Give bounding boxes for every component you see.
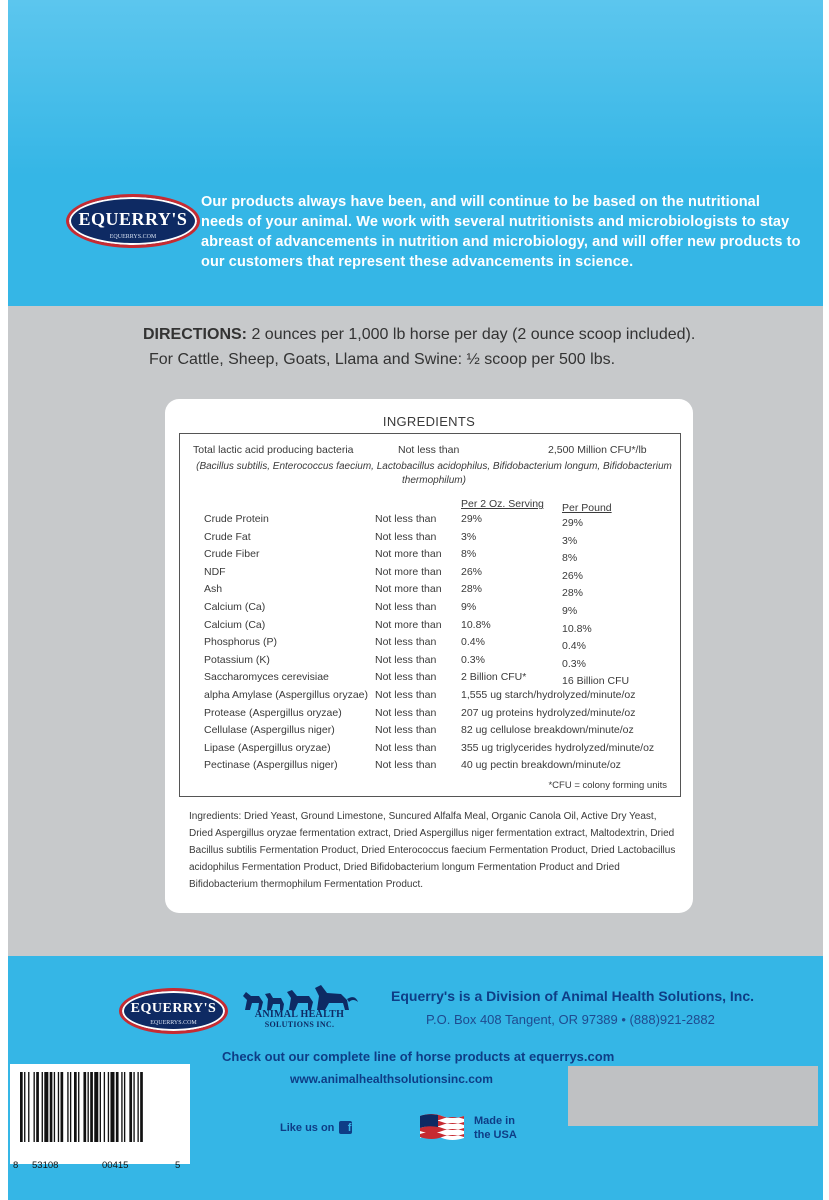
nutrient-qualifier: Not less than [375, 636, 437, 649]
directions-text-1: 2 ounces per 1,000 lb horse per day (2 ounce scoop included). [251, 326, 696, 343]
nutrient-qualifier: Not less than [375, 530, 437, 543]
barcode-bar [50, 1072, 53, 1142]
nutrient-name: Crude Fat [204, 530, 251, 543]
nutrient-per-pound: 3% [562, 534, 578, 547]
barcode-bar [20, 1072, 23, 1142]
barcode-digits-right: 00415 [102, 1160, 129, 1171]
barcode-bar [34, 1072, 35, 1142]
made-in-line-1: Made in [474, 1115, 515, 1127]
barcode-bar [129, 1072, 132, 1142]
made-in-usa [474, 1114, 517, 1142]
barcode-bar [42, 1072, 43, 1142]
bacteria-name: Total lactic acid producing bacteria [193, 444, 354, 456]
nutrient-row [165, 724, 693, 741]
nutrient-row [165, 601, 693, 618]
nutrient-row [165, 636, 693, 653]
nutrient-name: Pectinase (Aspergillus niger) [204, 759, 338, 772]
nutrient-qualifier: Not less than [375, 741, 437, 754]
nutrient-row [165, 742, 693, 759]
nutrient-row [165, 671, 693, 688]
ahs-logo-line-2: SOLUTIONS INC. [264, 1020, 335, 1029]
nutrient-name: Ash [204, 583, 223, 596]
nutrient-per-serving: 2 Billion CFU* [461, 671, 527, 684]
directions [143, 322, 813, 372]
ingredients-card [165, 399, 693, 913]
equerrys-logo-bottom-url: EQUERRYS.COM [150, 1020, 197, 1026]
barcode-bar [108, 1072, 109, 1142]
nutrient-name: Crude Fiber [204, 548, 260, 561]
barcode-bar [70, 1072, 71, 1142]
nutrient-per-serving: 40 ug pectin breakdown/minute/oz [461, 759, 621, 772]
ahs-logo-text [237, 1010, 362, 1030]
directions-line-2: For Cattle, Sheep, Goats, Llama and Swine: ½ scoop per 500 lbs. [149, 351, 616, 368]
bacteria-qualifier: Not less than [398, 444, 460, 456]
nutrient-qualifier: Not less than [375, 706, 437, 719]
barcode-bar [78, 1072, 79, 1142]
lot-code-box [568, 1066, 818, 1126]
bacteria-value: 2,500 Million CFU*/lb [548, 444, 647, 456]
nutrient-per-serving: 1,555 ug starch/hydrolyzed/minute/oz [461, 689, 636, 701]
nutrient-per-serving: 9% [461, 601, 477, 613]
barcode-bar [54, 1072, 55, 1142]
nutrient-qualifier: Not less than [375, 689, 437, 701]
nutrient-per-pound: 16 Billion CFU [562, 675, 630, 688]
barcode-bar [124, 1072, 125, 1142]
ingredients-list: Ingredients: Dried Yeast, Ground Limestone, Suncured Alfalfa Meal, Organic Canola Oil, Active Dry Yeast, Dried Aspergillus oryzae fermentation extract, Dried Aspergillus niger fermentation extract, Maltodextrin, Dried Bacillus subtilis Fermentation Product, Dried Enterococcus faecium Fermentation Product, Dried Lactobacillus acidophilus Fermentation Product, Dried Bifidobacterium longum Fermentation Product and Dried Bifidobacterium thermophilum Fermentation Product. [189, 811, 676, 890]
animal-health-solutions-logo [237, 982, 362, 1032]
nutrient-qualifier: Not less than [375, 759, 437, 772]
made-in-line-2: the USA [474, 1129, 517, 1141]
nutrient-row [165, 619, 693, 636]
barcode-bar [88, 1072, 89, 1142]
barcode-bar [121, 1072, 122, 1142]
nutrient-per-serving: 0.4% [461, 636, 485, 649]
barcode-bar [133, 1072, 134, 1142]
nutrient-per-pound: 28% [562, 587, 584, 600]
nutrient-name: Calcium (Ca) [204, 618, 266, 631]
nutrient-row [165, 689, 693, 706]
nutrient-per-pound: 8% [562, 552, 578, 565]
barcode-bar [28, 1072, 29, 1142]
facebook-link[interactable] [280, 1121, 352, 1134]
nutrient-name: Lipase (Aspergillus oryzae) [204, 741, 331, 754]
nutrient-row [165, 759, 693, 776]
equerrys-logo-url: EQUERRYS.COM [109, 234, 157, 240]
nutrient-per-pound: 10.8% [562, 622, 592, 635]
column-header-pound: Per Pound [562, 502, 612, 514]
barcode-digits-left: 53108 [32, 1160, 59, 1171]
cfu-footnote: *CFU = colony forming units [548, 780, 667, 791]
barcode-bar [67, 1072, 68, 1142]
nutrient-name: Saccharomyces cerevisiae [204, 671, 329, 684]
nutrient-per-serving: 3% [461, 530, 477, 543]
nutrient-per-serving: 28% [461, 583, 483, 596]
nutrient-row [165, 583, 693, 600]
nutrient-qualifier: Not less than [375, 513, 437, 525]
company-address: P.O. Box 408 Tangent, OR 97389 • (888)921-2882 [426, 1012, 715, 1027]
nutrient-name: Calcium (Ca) [204, 601, 266, 613]
nutrient-per-serving: 355 ug triglycerides hydrolyzed/minute/oz [461, 741, 655, 754]
directions-line-1 [143, 322, 813, 347]
barcode-bar [61, 1072, 64, 1142]
nutrient-row [165, 548, 693, 565]
barcode [10, 1064, 190, 1171]
nutrient-qualifier: Not more than [375, 618, 442, 631]
equerrys-logo-text: EQUERRY'S [78, 209, 188, 229]
nutrient-per-serving: 0.3% [461, 653, 485, 666]
barcode-bar [90, 1072, 93, 1142]
nutrient-per-serving: 10.8% [461, 618, 491, 631]
barcode-bar [58, 1072, 59, 1142]
facebook-icon[interactable]: f [339, 1121, 352, 1134]
nutrient-qualifier: Not less than [375, 601, 437, 613]
barcode-bar [44, 1072, 48, 1142]
ahs-logo-line-1: ANIMAL HEALTH [254, 1009, 345, 1020]
barcode-digit-check: 5 [175, 1160, 181, 1171]
nutrient-row [165, 707, 693, 724]
barcode-icon [18, 1072, 184, 1142]
nutrient-qualifier: Not less than [375, 724, 437, 737]
equerrys-logo-bottom-text: EQUERRY'S [130, 1001, 217, 1016]
nutrient-per-serving: 29% [461, 513, 483, 525]
barcode-bar [24, 1072, 25, 1142]
column-header-serving: Per 2 Oz. Serving [461, 498, 544, 510]
bag-top-shade [8, 0, 823, 175]
ingredients-title: INGREDIENTS [382, 414, 476, 429]
nutrient-per-serving: 207 ug proteins hydrolyzed/minute/oz [461, 706, 636, 719]
equerrys-logo-top [66, 194, 200, 248]
nutrient-per-pound: 29% [562, 517, 584, 529]
directions-label: DIRECTIONS: [143, 326, 247, 343]
nutrient-qualifier: Not less than [375, 671, 437, 684]
nutrient-per-pound: 0.3% [562, 657, 586, 670]
division-statement: Equerry's is a Division of Animal Health Solutions, Inc. [391, 988, 754, 1004]
barcode-bar [74, 1072, 77, 1142]
nutrient-row [165, 566, 693, 583]
nutrient-name: alpha Amylase (Aspergillus oryzae) [204, 689, 368, 701]
barcode-bar [36, 1072, 39, 1142]
nutrient-name: Protease (Aspergillus oryzae) [204, 706, 342, 719]
mission-statement: Our products always have been, and will continue to be based on the nutritional needs of your animal. We work with several nutritionists and microbiologists to stay abreast of advancements in nutrition and microbiology, and will offer new products to our customers that represent these advancements in science. [201, 194, 801, 270]
nutrient-qualifier: Not more than [375, 583, 442, 596]
product-bag-back [8, 0, 823, 1200]
barcode-bar [116, 1072, 119, 1142]
us-flag-icon [418, 1112, 466, 1142]
product-line-link[interactable]: Check out our complete line of horse products at equerrys.com [222, 1049, 615, 1064]
nutrient-per-pound: 26% [562, 569, 584, 582]
nutrient-per-serving: 8% [461, 548, 477, 561]
nutrient-name: NDF [204, 565, 226, 578]
barcode-bar [83, 1072, 86, 1142]
nutrient-name: Cellulase (Aspergillus niger) [204, 724, 335, 737]
nutrient-row [165, 654, 693, 671]
bacteria-species: (Bacillus subtilis, Enterococcus faecium, Lactobacillus acidophilus, Bifidobacterium longum, Bifidobacterium thermophilum) [196, 461, 672, 486]
nutrient-per-pound: 9% [562, 605, 578, 617]
like-us-text: Like us on [280, 1121, 335, 1134]
nutrient-name: Phosphorus (P) [204, 636, 277, 649]
company-website-link[interactable]: www.animalhealthsolutionsinc.com [290, 1072, 493, 1086]
equerrys-logo-bottom [119, 988, 228, 1034]
barcode-bar [137, 1072, 138, 1142]
nutrient-row [165, 531, 693, 548]
nutrient-qualifier: Not less than [375, 653, 437, 666]
barcode-bar [94, 1072, 98, 1142]
barcode-bar [100, 1072, 101, 1142]
nutrient-per-serving: 82 ug cellulose breakdown/minute/oz [461, 724, 634, 737]
barcode-bar [104, 1072, 105, 1142]
nutrient-name: Potassium (K) [204, 653, 270, 666]
barcode-bar [110, 1072, 114, 1142]
nutrient-row [165, 513, 693, 530]
nutrient-name: Crude Protein [204, 513, 269, 525]
nutrient-qualifier: Not more than [375, 548, 442, 561]
nutrient-qualifier: Not more than [375, 565, 442, 578]
barcode-bar [140, 1072, 143, 1142]
nutrient-per-serving: 26% [461, 565, 483, 578]
nutrient-per-pound: 0.4% [562, 640, 586, 653]
barcode-digit-system: 8 [13, 1160, 19, 1171]
